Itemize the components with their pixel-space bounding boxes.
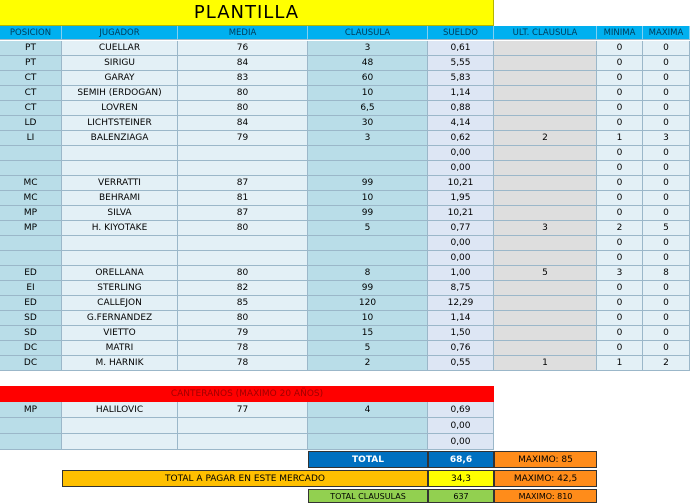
table-cell-media[interactable]: 84 <box>178 116 308 131</box>
table-cell-maxima[interactable]: 0 <box>643 206 690 221</box>
table-cell-media[interactable]: 80 <box>178 221 308 236</box>
table-cell-media[interactable]: 80 <box>178 86 308 101</box>
table-cell-maxima[interactable]: 0 <box>643 116 690 131</box>
table-cell-player[interactable]: SILVA <box>62 206 178 221</box>
table-cell-ult-clausula[interactable] <box>494 236 597 251</box>
table-cell-position[interactable]: EI <box>0 281 62 296</box>
table-cell-minima[interactable]: 0 <box>597 236 643 251</box>
table-cell-media[interactable] <box>178 146 308 161</box>
table-cell-ult-clausula[interactable] <box>494 41 597 56</box>
col-header-player: JUGADOR <box>62 26 178 40</box>
table-cell-media[interactable]: 87 <box>178 176 308 191</box>
canteranos-cell-sueldo[interactable]: 0,00 <box>428 418 494 434</box>
table-cell-maxima[interactable]: 5 <box>643 221 690 236</box>
table-cell-position[interactable]: CT <box>0 86 62 101</box>
table-cell-position[interactable] <box>0 251 62 266</box>
table-cell-maxima[interactable]: 0 <box>643 161 690 176</box>
table-cell-ult-clausula[interactable]: 2 <box>494 131 597 146</box>
table-cell-ult-clausula[interactable] <box>494 101 597 116</box>
table-cell-maxima[interactable]: 0 <box>643 146 690 161</box>
table-cell-sueldo[interactable]: 0,61 <box>428 41 494 56</box>
col-header-clausula: CLAUSULA <box>308 26 428 40</box>
table-cell-media[interactable] <box>178 236 308 251</box>
table-cell-media[interactable]: 87 <box>178 206 308 221</box>
canteranos-cell-position[interactable] <box>0 434 62 450</box>
table-cell-player[interactable]: G.FERNANDEZ <box>62 311 178 326</box>
table-cell-maxima[interactable]: 0 <box>643 176 690 191</box>
table-cell-sueldo[interactable]: 0,88 <box>428 101 494 116</box>
total-value: 68,6 <box>428 451 494 468</box>
table-cell-sueldo[interactable]: 1,00 <box>428 266 494 281</box>
table-cell-clausula[interactable]: 5 <box>308 341 428 356</box>
table-cell-sueldo[interactable]: 0,76 <box>428 341 494 356</box>
total-max: MAXIMO: 85 <box>494 451 597 468</box>
table-cell-clausula[interactable] <box>308 146 428 161</box>
table-cell-minima[interactable]: 0 <box>597 311 643 326</box>
table-cell-player[interactable] <box>62 146 178 161</box>
table-cell-ult-clausula[interactable] <box>494 326 597 341</box>
table-cell-maxima[interactable]: 0 <box>643 341 690 356</box>
table-cell-position[interactable]: CT <box>0 71 62 86</box>
table-cell-maxima[interactable]: 0 <box>643 311 690 326</box>
table-cell-clausula[interactable]: 10 <box>308 191 428 206</box>
table-cell-maxima[interactable]: 0 <box>643 281 690 296</box>
table-cell-minima[interactable]: 0 <box>597 86 643 101</box>
table-cell-ult-clausula[interactable] <box>494 71 597 86</box>
table-cell-clausula[interactable]: 15 <box>308 326 428 341</box>
table-cell-position[interactable]: LI <box>0 131 62 146</box>
table-cell-media[interactable]: 76 <box>178 41 308 56</box>
table-cell-media[interactable]: 80 <box>178 266 308 281</box>
table-cell-player[interactable]: VIETTO <box>62 326 178 341</box>
table-cell-clausula[interactable]: 2 <box>308 356 428 371</box>
table-cell-maxima[interactable]: 0 <box>643 41 690 56</box>
table-cell-clausula[interactable]: 8 <box>308 266 428 281</box>
table-cell-position[interactable]: ED <box>0 296 62 311</box>
table-cell-ult-clausula[interactable] <box>494 161 597 176</box>
table-cell-sueldo[interactable]: 5,83 <box>428 71 494 86</box>
table-cell-sueldo[interactable]: 10,21 <box>428 176 494 191</box>
table-cell-ult-clausula[interactable] <box>494 116 597 131</box>
table-cell-player[interactable]: BALENZIAGA <box>62 131 178 146</box>
table-cell-player[interactable]: ORELLANA <box>62 266 178 281</box>
table-cell-ult-clausula[interactable]: 3 <box>494 221 597 236</box>
table-cell-minima[interactable]: 0 <box>597 251 643 266</box>
table-cell-sueldo[interactable]: 1,14 <box>428 86 494 101</box>
table-cell-player[interactable]: SIRIGU <box>62 56 178 71</box>
table-cell-position[interactable]: PT <box>0 41 62 56</box>
table-cell-ult-clausula[interactable] <box>494 296 597 311</box>
table-cell-position[interactable]: PT <box>0 56 62 71</box>
table-cell-minima[interactable]: 0 <box>597 341 643 356</box>
table-cell-position[interactable]: DC <box>0 356 62 371</box>
table-cell-player[interactable] <box>62 161 178 176</box>
table-cell-ult-clausula[interactable] <box>494 251 597 266</box>
table-cell-minima[interactable]: 0 <box>597 296 643 311</box>
table-cell-sueldo[interactable]: 1,14 <box>428 311 494 326</box>
table-cell-sueldo[interactable]: 0,00 <box>428 146 494 161</box>
col-header-sueldo: SUELDO <box>428 26 494 40</box>
canteranos-cell-clausula[interactable]: 4 <box>308 402 428 418</box>
table-cell-clausula[interactable]: 120 <box>308 296 428 311</box>
table-cell-sueldo[interactable]: 0,00 <box>428 251 494 266</box>
col-header-ult-clausula: ULT. CLAUSULA <box>494 26 597 40</box>
table-cell-sueldo[interactable]: 4,14 <box>428 116 494 131</box>
table-cell-position[interactable]: LD <box>0 116 62 131</box>
table-cell-clausula[interactable]: 10 <box>308 311 428 326</box>
table-cell-minima[interactable]: 0 <box>597 206 643 221</box>
table-cell-ult-clausula[interactable] <box>494 206 597 221</box>
table-cell-media[interactable]: 79 <box>178 326 308 341</box>
table-cell-clausula[interactable]: 3 <box>308 131 428 146</box>
table-cell-position[interactable]: MP <box>0 206 62 221</box>
table-cell-media[interactable]: 83 <box>178 71 308 86</box>
table-cell-clausula[interactable]: 6,5 <box>308 101 428 116</box>
table-cell-maxima[interactable]: 0 <box>643 71 690 86</box>
table-cell-minima[interactable]: 0 <box>597 71 643 86</box>
table-cell-media[interactable]: 81 <box>178 191 308 206</box>
table-cell-ult-clausula[interactable] <box>494 176 597 191</box>
table-cell-clausula[interactable] <box>308 251 428 266</box>
table-cell-clausula[interactable]: 30 <box>308 116 428 131</box>
table-cell-position[interactable] <box>0 161 62 176</box>
table-cell-player[interactable] <box>62 251 178 266</box>
table-cell-maxima[interactable]: 0 <box>643 251 690 266</box>
table-cell-media[interactable]: 79 <box>178 131 308 146</box>
table-cell-sueldo[interactable]: 1,50 <box>428 326 494 341</box>
table-cell-player[interactable]: CALLEJON <box>62 296 178 311</box>
clausulas-label: TOTAL CLAUSULAS <box>308 489 428 503</box>
table-cell-clausula[interactable]: 48 <box>308 56 428 71</box>
table-cell-position[interactable]: MP <box>0 221 62 236</box>
table-cell-clausula[interactable]: 10 <box>308 86 428 101</box>
pagar-value: 34,3 <box>428 470 494 487</box>
table-cell-position[interactable]: MC <box>0 191 62 206</box>
table-cell-clausula[interactable]: 3 <box>308 41 428 56</box>
table-cell-player[interactable]: SEMIH (ERDOGAN) <box>62 86 178 101</box>
table-cell-sueldo[interactable]: 8,75 <box>428 281 494 296</box>
table-cell-clausula[interactable]: 99 <box>308 176 428 191</box>
canteranos-cell-media[interactable] <box>178 434 308 450</box>
table-cell-sueldo[interactable]: 10,21 <box>428 206 494 221</box>
table-cell-ult-clausula[interactable]: 1 <box>494 356 597 371</box>
table-cell-maxima[interactable]: 0 <box>643 86 690 101</box>
table-cell-position[interactable]: SD <box>0 326 62 341</box>
canteranos-cell-player[interactable] <box>62 418 178 434</box>
table-cell-player[interactable]: M. HARNIK <box>62 356 178 371</box>
canteranos-cell-media[interactable] <box>178 418 308 434</box>
table-cell-minima[interactable]: 0 <box>597 326 643 341</box>
page-title: PLANTILLA <box>0 0 494 26</box>
canteranos-cell-media[interactable]: 77 <box>178 402 308 418</box>
table-cell-player[interactable]: GARAY <box>62 71 178 86</box>
table-cell-maxima[interactable]: 0 <box>643 101 690 116</box>
table-cell-minima[interactable]: 0 <box>597 41 643 56</box>
table-cell-player[interactable]: STERLING <box>62 281 178 296</box>
canteranos-cell-clausula[interactable] <box>308 434 428 450</box>
table-cell-player[interactable] <box>62 236 178 251</box>
pagar-max: MAXIMO: 42,5 <box>494 470 597 487</box>
table-cell-sueldo[interactable]: 0,00 <box>428 236 494 251</box>
table-cell-minima[interactable]: 0 <box>597 56 643 71</box>
table-cell-media[interactable] <box>178 161 308 176</box>
canteranos-cell-player[interactable] <box>62 434 178 450</box>
table-cell-player[interactable]: LICHTSTEINER <box>62 116 178 131</box>
table-cell-player[interactable]: MATRI <box>62 341 178 356</box>
table-cell-minima[interactable]: 0 <box>597 101 643 116</box>
table-cell-clausula[interactable] <box>308 161 428 176</box>
table-cell-media[interactable]: 85 <box>178 296 308 311</box>
table-cell-minima[interactable]: 0 <box>597 176 643 191</box>
table-cell-minima[interactable]: 2 <box>597 221 643 236</box>
col-header-minima: MINIMA <box>597 26 643 40</box>
table-cell-maxima[interactable]: 0 <box>643 296 690 311</box>
table-cell-clausula[interactable]: 60 <box>308 71 428 86</box>
canteranos-cell-sueldo[interactable]: 0,00 <box>428 434 494 450</box>
table-cell-sueldo[interactable]: 0,00 <box>428 161 494 176</box>
canteranos-cell-position[interactable]: MP <box>0 402 62 418</box>
table-cell-media[interactable]: 80 <box>178 311 308 326</box>
table-cell-minima[interactable]: 0 <box>597 161 643 176</box>
clausulas-max: MAXIMO: 810 <box>494 489 597 503</box>
table-cell-ult-clausula[interactable] <box>494 146 597 161</box>
table-cell-ult-clausula[interactable] <box>494 341 597 356</box>
table-cell-player[interactable]: LOVREN <box>62 101 178 116</box>
table-cell-position[interactable]: SD <box>0 311 62 326</box>
table-cell-player[interactable]: H. KIYOTAKE <box>62 221 178 236</box>
table-cell-maxima[interactable]: 3 <box>643 131 690 146</box>
table-cell-position[interactable]: CT <box>0 101 62 116</box>
table-cell-sueldo[interactable]: 1,95 <box>428 191 494 206</box>
table-cell-sueldo[interactable]: 0,55 <box>428 356 494 371</box>
table-cell-ult-clausula[interactable] <box>494 86 597 101</box>
canteranos-cell-sueldo[interactable]: 0,69 <box>428 402 494 418</box>
table-cell-minima[interactable]: 0 <box>597 116 643 131</box>
col-header-position: POSICION <box>0 26 62 40</box>
table-cell-maxima[interactable]: 0 <box>643 56 690 71</box>
table-cell-minima[interactable]: 0 <box>597 146 643 161</box>
table-cell-ult-clausula[interactable] <box>494 281 597 296</box>
table-cell-minima[interactable]: 1 <box>597 356 643 371</box>
clausulas-value: 637 <box>428 489 494 503</box>
table-cell-ult-clausula[interactable] <box>494 311 597 326</box>
table-cell-player[interactable]: VERRATTI <box>62 176 178 191</box>
table-cell-maxima[interactable]: 0 <box>643 326 690 341</box>
table-cell-maxima[interactable]: 0 <box>643 191 690 206</box>
table-cell-clausula[interactable] <box>308 236 428 251</box>
pagar-label: TOTAL A PAGAR EN ESTE MERCADO <box>62 470 428 487</box>
canteranos-cell-clausula[interactable] <box>308 418 428 434</box>
table-cell-minima[interactable]: 0 <box>597 191 643 206</box>
table-cell-sueldo[interactable]: 0,77 <box>428 221 494 236</box>
table-cell-sueldo[interactable]: 5,55 <box>428 56 494 71</box>
table-cell-media[interactable]: 78 <box>178 341 308 356</box>
table-cell-position[interactable]: DC <box>0 341 62 356</box>
table-cell-ult-clausula[interactable] <box>494 56 597 71</box>
table-cell-position[interactable] <box>0 146 62 161</box>
table-cell-ult-clausula[interactable]: 5 <box>494 266 597 281</box>
total-label: TOTAL <box>308 451 428 468</box>
table-cell-media[interactable]: 78 <box>178 356 308 371</box>
canteranos-cell-position[interactable] <box>0 418 62 434</box>
table-cell-sueldo[interactable]: 12,29 <box>428 296 494 311</box>
table-cell-media[interactable] <box>178 251 308 266</box>
table-cell-minima[interactable]: 0 <box>597 281 643 296</box>
table-cell-player[interactable]: BEHRAMI <box>62 191 178 206</box>
col-header-media: MEDIA <box>178 26 308 40</box>
table-cell-minima[interactable]: 3 <box>597 266 643 281</box>
table-cell-maxima[interactable]: 2 <box>643 356 690 371</box>
table-cell-player[interactable]: CUELLAR <box>62 41 178 56</box>
table-cell-ult-clausula[interactable] <box>494 191 597 206</box>
table-cell-minima[interactable]: 1 <box>597 131 643 146</box>
table-cell-media[interactable]: 84 <box>178 56 308 71</box>
table-cell-media[interactable]: 82 <box>178 281 308 296</box>
table-cell-maxima[interactable]: 8 <box>643 266 690 281</box>
canteranos-cell-player[interactable]: HALILOVIC <box>62 402 178 418</box>
table-cell-media[interactable]: 80 <box>178 101 308 116</box>
table-cell-maxima[interactable]: 0 <box>643 236 690 251</box>
col-header-maxima: MAXIMA <box>643 26 690 40</box>
canteranos-header: CANTERANOS (MAXIMO 20 AÑOS) <box>0 386 494 402</box>
table-cell-clausula[interactable]: 99 <box>308 281 428 296</box>
table-cell-position[interactable] <box>0 236 62 251</box>
table-cell-sueldo[interactable]: 0,62 <box>428 131 494 146</box>
table-cell-clausula[interactable]: 99 <box>308 206 428 221</box>
table-cell-clausula[interactable]: 5 <box>308 221 428 236</box>
table-cell-position[interactable]: MC <box>0 176 62 191</box>
table-cell-position[interactable]: ED <box>0 266 62 281</box>
